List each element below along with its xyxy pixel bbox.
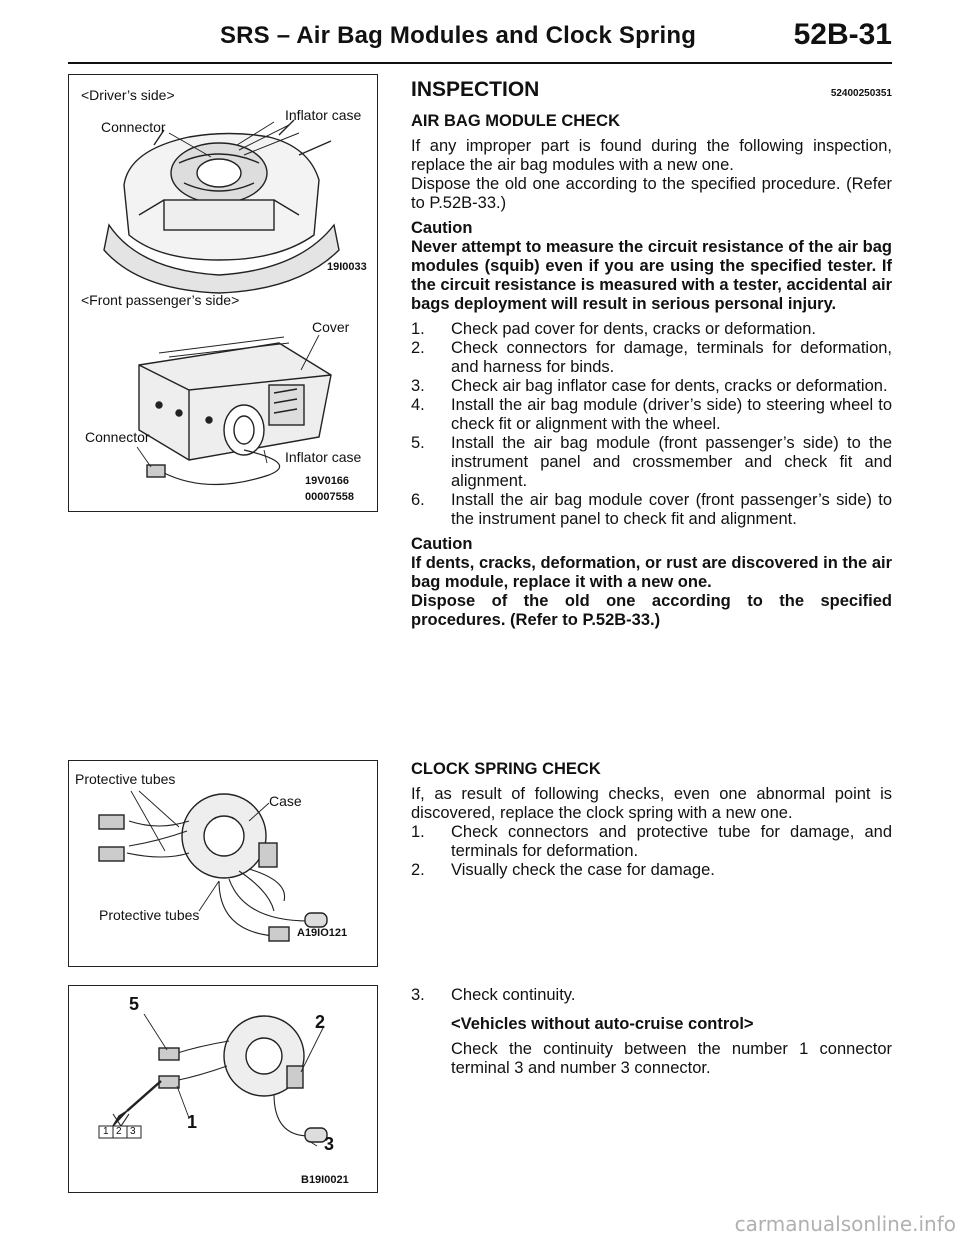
continuity-drawing	[69, 986, 376, 1191]
airbag-dispose: Dispose the old one according to the specified procedure. (Refer to P.52B-33.)	[411, 175, 892, 212]
continuity-figure	[68, 985, 378, 1193]
caution-text: Dispose of the old one according to the specified procedures. (Refer to P.52B-33.)	[411, 592, 892, 629]
inspection-section	[411, 78, 892, 636]
step-item: 1. Check connectors and protective tube for damage, and terminals for deformation.	[411, 823, 892, 860]
clock-spring-figure	[68, 760, 378, 967]
figure-code: 19V0166	[305, 475, 350, 487]
caution-title: Caution	[411, 535, 473, 553]
caution-title: Caution	[411, 219, 473, 237]
clock-spring-section	[411, 760, 892, 886]
clock-spring-steps	[411, 823, 892, 880]
airbag-check-title: AIR BAG MODULE CHECK	[411, 112, 620, 130]
continuity-subheading: <Vehicles without auto-cruise control>	[451, 1015, 754, 1033]
page-number: 52B-31	[793, 18, 892, 51]
step-item: 6. Install the air bag module cover (front passenger’s side) to the instrument panel to check fit and alignment.	[411, 491, 892, 528]
watermark: carmanualsonline.info	[734, 1212, 956, 1236]
step-item: 2. Visually check the case for damage.	[411, 861, 715, 879]
callout-1: 1	[187, 1112, 198, 1132]
airbag-steps	[411, 320, 892, 529]
step-item: 2. Check connectors for damage, terminals for deformation, and harness for binds.	[411, 339, 892, 376]
figure-code: B19I0021	[301, 1174, 349, 1186]
continuity-steps	[411, 986, 892, 1005]
header-rule	[68, 62, 892, 64]
terminal-3: 3	[130, 1126, 136, 1137]
continuity-text: Check the continuity between the number 1 connector terminal 3 and number 3 connector.	[451, 1040, 892, 1077]
cover-label: Cover	[312, 319, 350, 335]
step-item: 3. Check continuity.	[411, 986, 576, 1004]
protective-tubes-label: Protective tubes	[75, 771, 176, 787]
terminal-2: 2	[116, 1126, 122, 1137]
driver-side-label: <Driver’s side>	[81, 87, 175, 103]
callout-3: 3	[324, 1134, 335, 1154]
airbag-intro: If any improper part is found during the following inspection, replace the air bag modules with a new one.	[411, 137, 892, 174]
clock-spring-intro: If, as result of following checks, even one abnormal point is discovered, replace the clock spring with a new one.	[411, 785, 892, 822]
caution-text: If dents, cracks, deformation, or rust are discovered in the air bag module, replace it with a new one.	[411, 554, 892, 591]
figure-code: 19I0033	[327, 261, 367, 273]
figure-code: 00007558	[305, 491, 354, 503]
inspection-title: INSPECTION	[411, 78, 540, 101]
protective-tubes-label: Protective tubes	[99, 907, 200, 923]
caution-text: Never attempt to measure the circuit resistance of the air bag modules (squib) even if you are using the specified tester. If the circuit resistance is measured with a tester, accidental air bags deployment will result in serious personal injury.	[411, 238, 892, 313]
passenger-side-label: <Front passenger’s side>	[81, 292, 240, 308]
airbag-modules-figure	[68, 74, 378, 512]
step-item: 1. Check pad cover for dents, cracks or deformation.	[411, 320, 816, 338]
callout-2: 2	[315, 1012, 326, 1032]
step-item: 5. Install the air bag module (front passenger’s side) to the instrument panel and crossmember and check fit and alignment.	[411, 434, 892, 490]
terminal-1: 1	[103, 1126, 109, 1137]
connector-label: Connector	[85, 429, 150, 445]
case-label: Case	[269, 793, 302, 809]
figure-code: A19IO121	[297, 927, 348, 939]
clock-spring-title: CLOCK SPRING CHECK	[411, 760, 601, 778]
step-item: 4. Install the air bag module (driver’s side) to steering wheel to check fit or alignment with the wheel.	[411, 396, 892, 433]
continuity-section	[411, 986, 892, 1084]
connector-label: Connector	[101, 119, 166, 135]
inflator-case-label: Inflator case	[285, 449, 362, 465]
step-item: 3. Check air bag inflator case for dents, cracks or deformation.	[411, 377, 888, 395]
callout-5: 5	[129, 994, 140, 1014]
inspection-heading	[411, 78, 892, 106]
section-title: SRS – Air Bag Modules and Clock Spring	[219, 22, 697, 49]
inflator-case-label: Inflator case	[285, 107, 362, 123]
inspection-code: 52400250351	[830, 88, 892, 99]
